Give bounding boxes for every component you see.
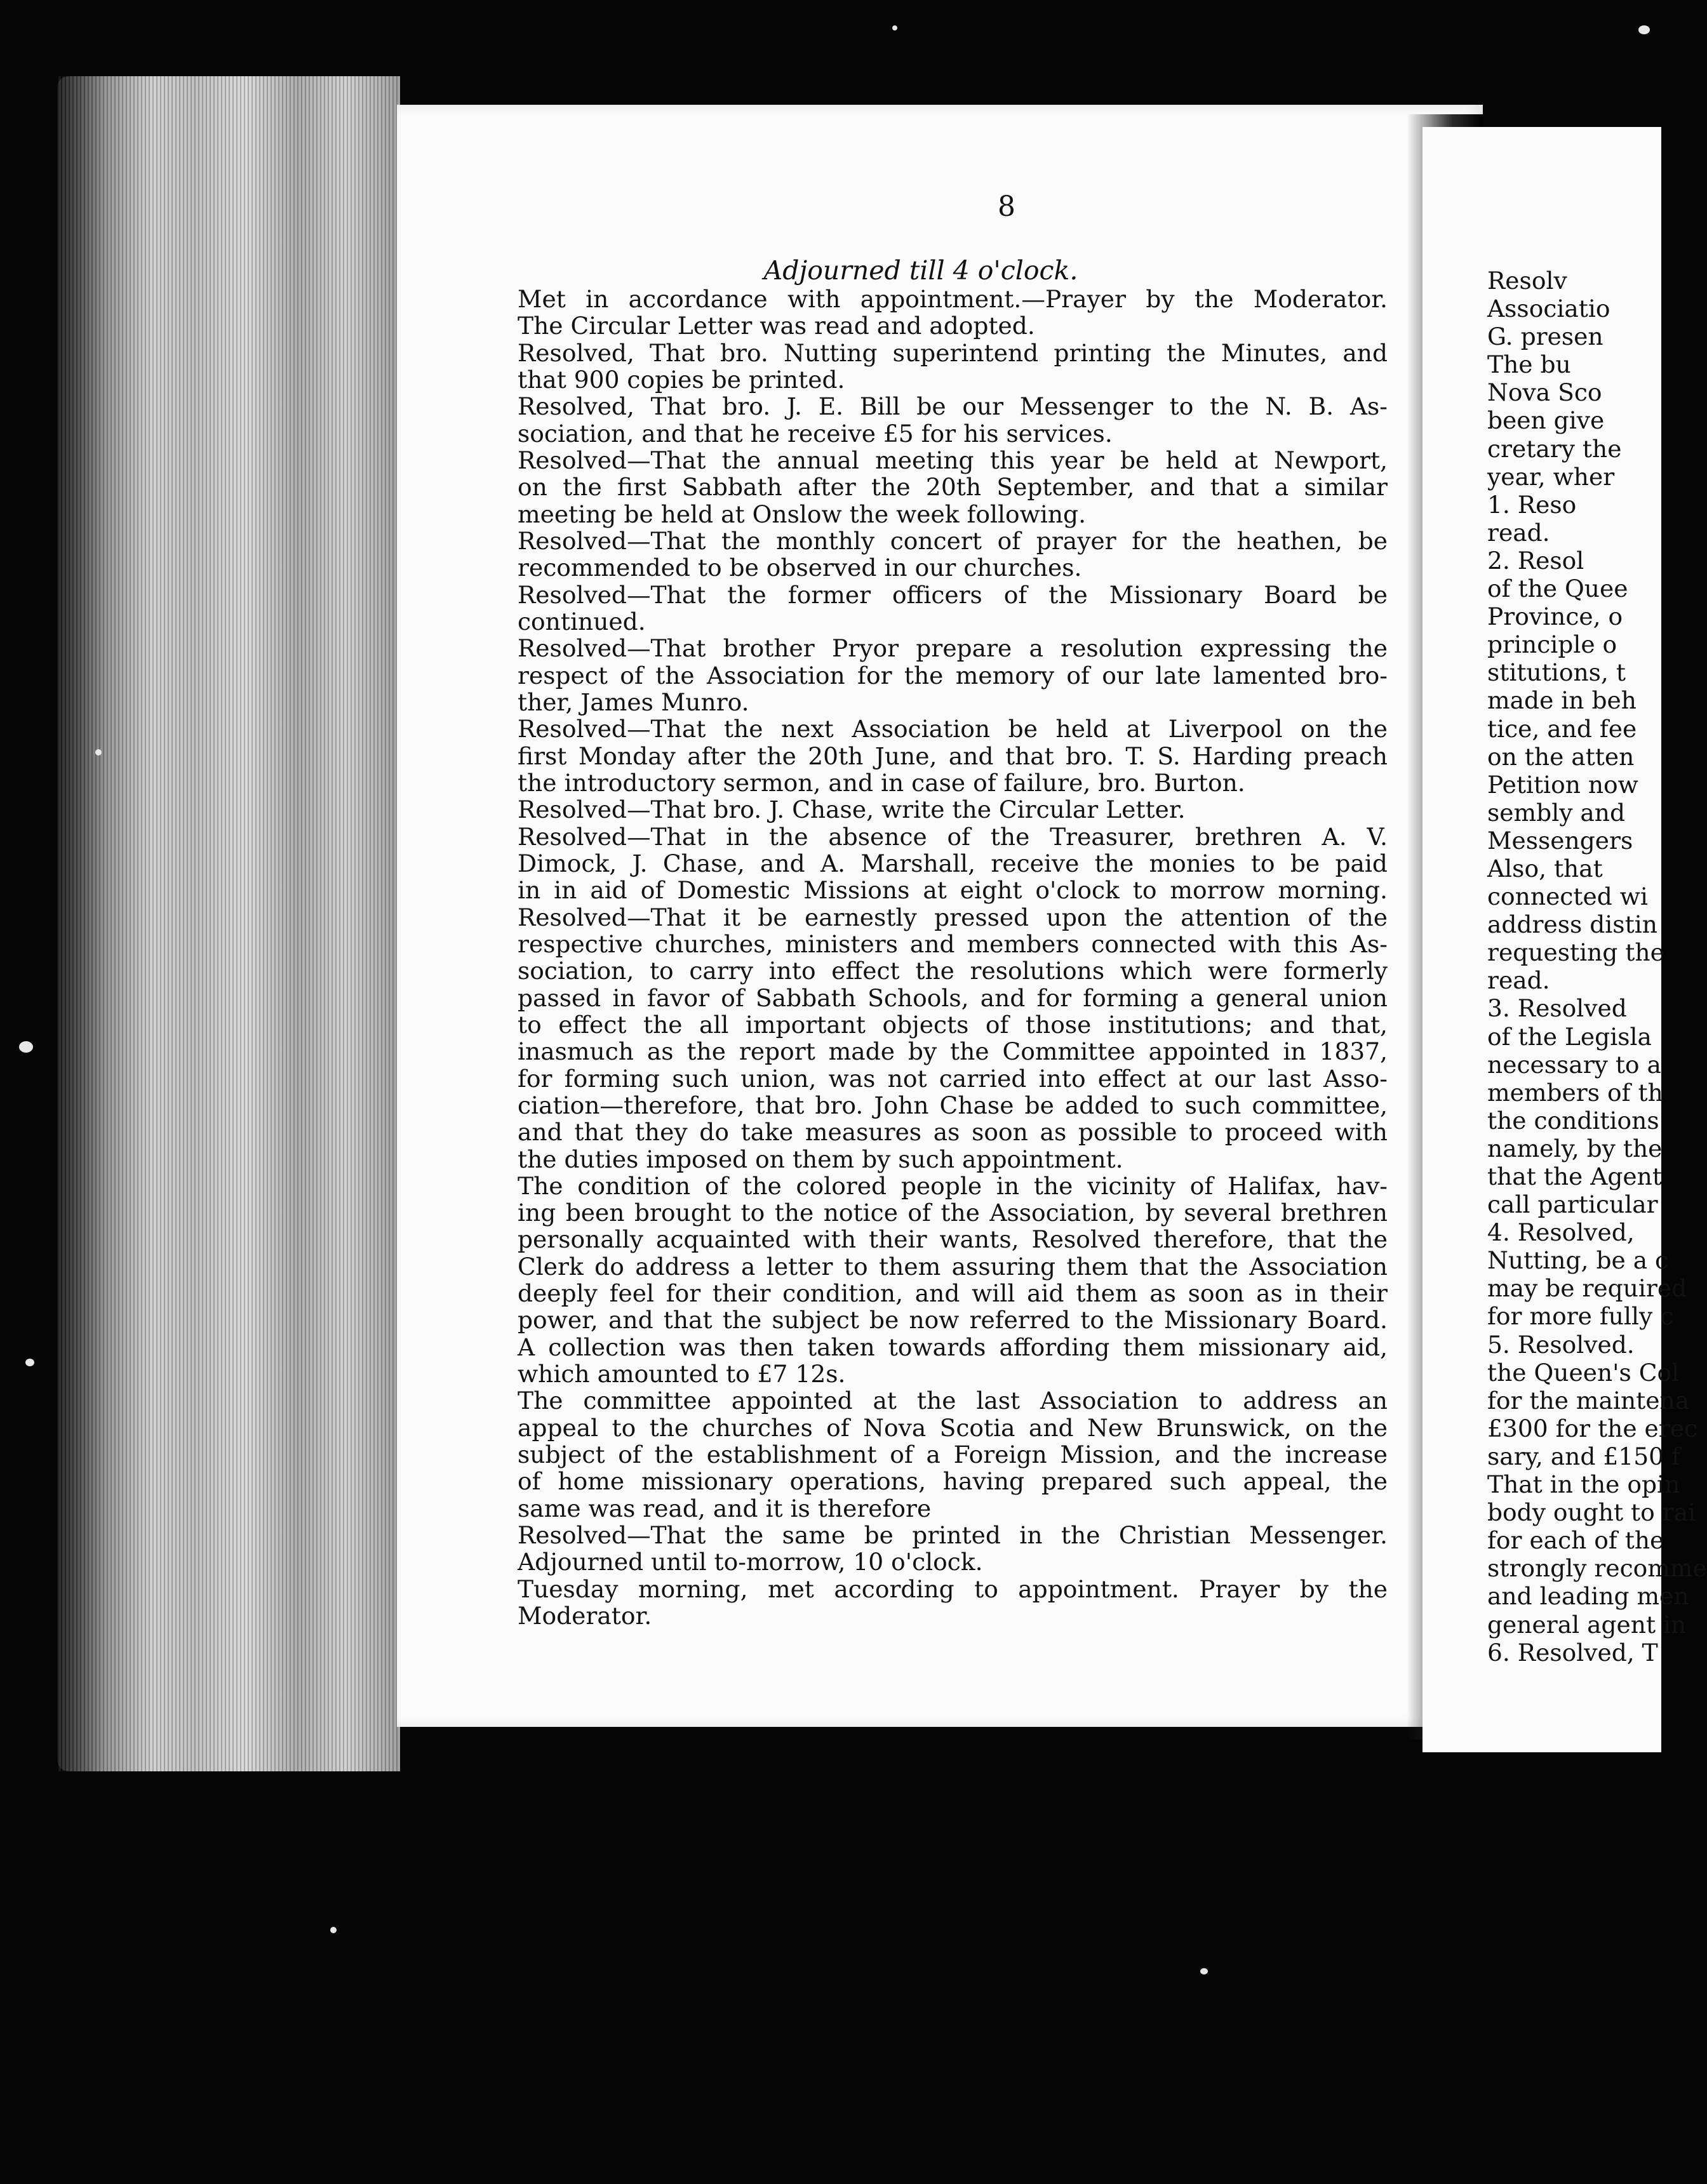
left-page-text <box>518 286 1388 1629</box>
text-line: The condition of the colored people in the vicinity of Halifax, hav- <box>518 1171 1388 1200</box>
scan-speck <box>25 1359 34 1366</box>
text-line: The bu <box>1487 350 1571 379</box>
text-line: Resolved—That the annual meeting this year be held at Newport, <box>518 446 1388 474</box>
text-line: the Queen's Col <box>1487 1358 1680 1387</box>
text-line: Resolved, That bro. J. E. Bill be our Messenger to the N. B. As- <box>518 392 1388 421</box>
text-line: and leading men <box>1487 1582 1689 1611</box>
text-line: for forming such union, was not carried into effect at our last Asso- <box>518 1064 1388 1093</box>
text-line: sociation, to carry into effect the resolutions which were formerly <box>518 957 1388 985</box>
text-line: ther, James Munro. <box>518 688 749 716</box>
text-line: Resolved—That bro. J. Chase, write the Circular Letter. <box>518 796 1186 824</box>
text-line: sociation, and that he receive £5 for his services. <box>518 419 1113 448</box>
text-line: Moderator. <box>518 1602 652 1630</box>
text-line: Adjourned until to-morrow, 10 o'clock. <box>518 1548 983 1576</box>
text-line: sary, and £150 f <box>1487 1442 1680 1470</box>
text-line: 3. Resolved <box>1487 994 1627 1023</box>
text-line: members of th <box>1487 1078 1663 1107</box>
text-line: Dimock, J. Chase, and A. Marshall, receive the monies to be paid <box>518 849 1388 877</box>
text-line: Nova Sco <box>1487 378 1602 407</box>
text-line: continued. <box>518 607 646 636</box>
text-line: Resolved, That bro. Nutting superintend printing the Minutes, and <box>518 338 1388 367</box>
text-line: stitutions, t <box>1487 658 1626 687</box>
text-line: Petition now <box>1487 770 1638 799</box>
text-line: inasmuch as the report made by the Committee appointed in 1837, <box>518 1037 1388 1066</box>
text-line: deeply feel for their condition, and will aid them as soon as in their <box>518 1279 1388 1308</box>
text-line: A collection was then taken towards affording them missionary aid, <box>518 1333 1388 1361</box>
text-line: read. <box>1487 518 1550 547</box>
scan-speck <box>95 749 102 756</box>
text-line: that the Agent <box>1487 1162 1662 1190</box>
text-line: personally acquainted with their wants, Resolved therefore, that the <box>518 1225 1388 1254</box>
text-line: to effect the all important objects of those institutions; and that, <box>518 1010 1388 1039</box>
text-line: Associatio <box>1487 295 1610 323</box>
text-line: on the first Sabbath after the 20th September, and that a similar <box>518 473 1388 502</box>
text-line: that 900 copies be printed. <box>518 365 845 394</box>
text-line: the conditions <box>1487 1106 1659 1135</box>
text-line: meeting be held at Onslow the week following. <box>518 500 1087 528</box>
scan-speck <box>1638 25 1650 34</box>
text-line: principle o <box>1487 630 1617 659</box>
text-line: respect of the Association for the memory of our late lamented bro- <box>518 661 1388 689</box>
scan-speck <box>330 1927 337 1933</box>
text-line: and that they do take measures as soon as possible to proceed with <box>518 1118 1388 1147</box>
text-line: Messengers <box>1487 826 1633 855</box>
text-line: Met in accordance with appointment.—Prayer by the Moderator. <box>518 285 1388 313</box>
text-line: in in aid of Domestic Missions at eight o'clock to morrow morning. <box>518 876 1388 905</box>
text-line: on the atten <box>1487 742 1635 771</box>
text-line: Province, o <box>1487 603 1623 631</box>
text-line: the duties imposed on them by such appointment. <box>518 1145 1123 1173</box>
text-line: The committee appointed at the last Association to address an <box>518 1387 1388 1415</box>
page-heading: Adjourned till 4 o'clock. <box>763 255 1078 286</box>
text-line: Resolved—That the former officers of the Missionary Board be <box>518 580 1388 609</box>
text-line: for more fully c <box>1487 1302 1674 1331</box>
text-line: recommended to be observed in our churches. <box>518 554 1082 582</box>
text-line: 1. Reso <box>1487 490 1577 519</box>
text-line: body ought to rai <box>1487 1498 1696 1527</box>
text-line: namely, by the <box>1487 1134 1663 1162</box>
text-line: first Monday after the 20th June, and that bro. T. S. Harding preach <box>518 742 1388 770</box>
text-line: Nutting, be a c <box>1487 1246 1669 1275</box>
text-line: of the Quee <box>1487 575 1628 603</box>
text-line: ing been brought to the notice of the Association, by several brethren <box>518 1199 1388 1227</box>
text-line: address distin <box>1487 910 1657 939</box>
text-line: Resolv <box>1487 267 1567 295</box>
text-line: 4. Resolved, <box>1487 1218 1635 1247</box>
text-line: 6. Resolved, T <box>1487 1638 1658 1667</box>
text-line: may be required <box>1487 1274 1687 1303</box>
text-line: been give <box>1487 406 1605 435</box>
text-line: Resolved—That brother Pryor prepare a resolution expressing the <box>518 634 1388 663</box>
text-line: The Circular Letter was read and adopted. <box>518 312 1035 340</box>
text-line: Clerk do address a letter to them assuring them that the Association <box>518 1252 1388 1281</box>
text-line: Resolved—That in the absence of the Treasurer, brethren A. V. <box>518 822 1388 851</box>
text-line: made in beh <box>1487 686 1637 715</box>
text-line: of home missionary operations, having prepared such appeal, the <box>518 1467 1388 1496</box>
text-line: 2. Resol <box>1487 546 1584 575</box>
text-line: Resolved—That the next Association be held at Liverpool on the <box>518 715 1388 743</box>
text-line: sembly and <box>1487 798 1626 827</box>
text-line: ciation—therefore, that bro. John Chase be added to such committee, <box>518 1091 1388 1119</box>
text-line: power, and that the subject be now referred to the Missionary Board. <box>518 1306 1388 1335</box>
text-line: subject of the establishment of a Foreign Mission, and the increase <box>518 1441 1388 1469</box>
text-line: for the maintena <box>1487 1386 1690 1415</box>
scan-speck <box>1200 1968 1208 1974</box>
text-line: the introductory sermon, and in case of failure, bro. Burton. <box>518 768 1245 797</box>
text-line: call particular <box>1487 1190 1658 1219</box>
text-line: Resolved—That it be earnestly pressed upon the attention of the <box>518 903 1388 931</box>
book-page-edges <box>57 76 400 1771</box>
text-line: read. <box>1487 966 1550 995</box>
text-line: G. presen <box>1487 323 1603 351</box>
text-line: That in the opin <box>1487 1470 1680 1499</box>
text-line: cretary the <box>1487 434 1622 463</box>
text-line: requesting the <box>1487 938 1664 967</box>
right-page-text <box>1487 267 1707 1708</box>
text-line: passed in favor of Sabbath Schools, and for forming a general union <box>518 983 1388 1012</box>
text-line: 5. Resolved. <box>1487 1330 1635 1359</box>
text-line: Resolved—That the same be printed in the Christian Messenger. <box>518 1521 1388 1550</box>
text-line: appeal to the churches of Nova Scotia and New Brunswick, on the <box>518 1413 1388 1442</box>
text-line: respective churches, ministers and members connected with this As- <box>518 929 1388 958</box>
text-line: connected wi <box>1487 882 1648 911</box>
scan-speck <box>892 25 897 30</box>
text-line: same was read, and it is therefore <box>518 1494 932 1522</box>
scan-speck <box>19 1041 33 1053</box>
page-number: 8 <box>998 190 1015 223</box>
text-line: year, wher <box>1487 462 1615 491</box>
text-line: Also, that <box>1487 854 1603 882</box>
text-line: necessary to a <box>1487 1050 1661 1079</box>
text-line: which amounted to £7 12s. <box>518 1360 846 1388</box>
text-line: Tuesday morning, met according to appointment. Prayer by the <box>518 1575 1388 1603</box>
text-line: tice, and fee <box>1487 714 1637 743</box>
text-line: Resolved—That the monthly concert of prayer for the heathen, be <box>518 526 1388 555</box>
text-line: general agent in <box>1487 1610 1687 1639</box>
text-line: £300 for the erec <box>1487 1414 1697 1442</box>
text-line: for each of the <box>1487 1526 1664 1555</box>
text-line: of the Legisla <box>1487 1022 1652 1051</box>
text-line: strongly recomme <box>1487 1554 1707 1583</box>
